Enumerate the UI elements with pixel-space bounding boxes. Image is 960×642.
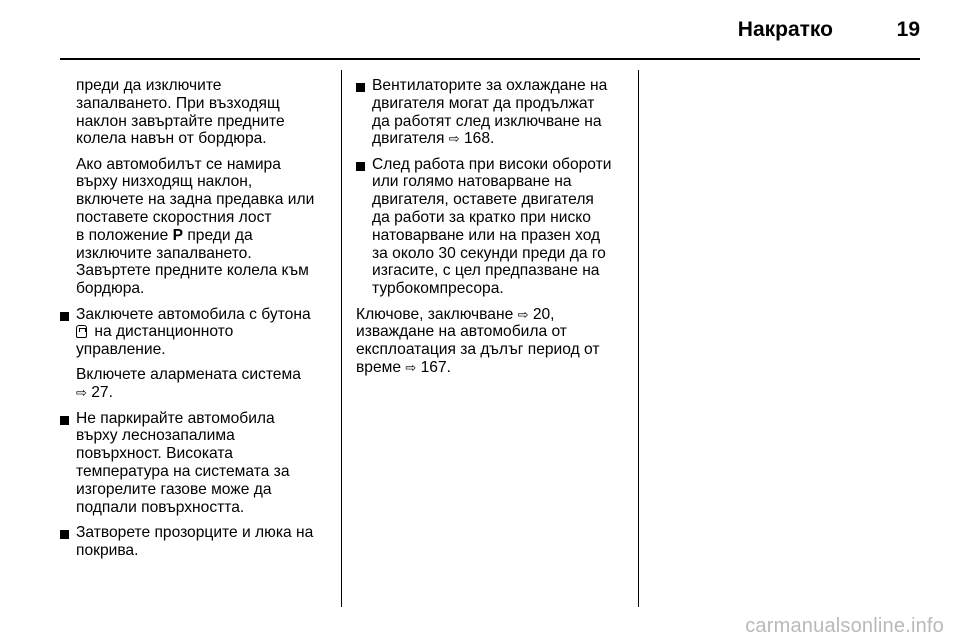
text-fragment: Ключове, заключване xyxy=(356,305,518,323)
text-line: турбокомпресора. xyxy=(372,280,504,298)
text-line: Включете алармената система xyxy=(76,366,301,384)
text-line xyxy=(76,323,336,341)
text-line: наклон завъртайте предните xyxy=(76,112,285,130)
text-line xyxy=(356,359,634,377)
text-line: покрива. xyxy=(76,541,139,559)
text-line: бордюра. xyxy=(76,280,145,298)
page-reference: 167. xyxy=(416,358,451,376)
text-line xyxy=(76,227,336,245)
text-line xyxy=(356,306,634,324)
text-fragment: време xyxy=(356,358,406,376)
bullet-cooling-fans xyxy=(356,77,634,148)
text-line: преди да изключите xyxy=(76,77,222,94)
text-line: Не паркирайте автомобила xyxy=(76,409,275,427)
text-line: двигателя могат да продължат xyxy=(372,94,595,112)
bullet-turbocharger xyxy=(356,156,634,298)
text-line: повърхност. Високата xyxy=(76,445,233,463)
header-rule xyxy=(60,58,920,60)
page-header xyxy=(0,0,960,60)
text-line: запалването. При възходящ xyxy=(76,94,280,112)
text-line: Вентилаторите за охлаждане на xyxy=(372,77,608,94)
text-fragment: в положение xyxy=(76,226,173,244)
downhill-paragraph xyxy=(60,156,336,298)
text-line: включете на задна предавка или xyxy=(76,191,315,209)
column-divider-left xyxy=(341,70,342,607)
page-reference: 168. xyxy=(459,130,495,148)
text-line: температура на системата за xyxy=(76,462,290,480)
page-number: 19 xyxy=(896,18,920,41)
text-fragment: на дистанционното xyxy=(90,323,234,341)
text-line: експлоатация за дълъг период от xyxy=(356,341,600,359)
bullet-lock-vehicle xyxy=(60,306,336,359)
text-line: поставете скоростния лост xyxy=(76,209,272,227)
text-line: изключите запалването. xyxy=(76,244,252,262)
gear-position-p: P xyxy=(172,226,183,244)
left-column xyxy=(60,77,336,567)
text-line: изгорелите газове може да xyxy=(76,480,272,498)
text-line: двигателя, оставете двигателя xyxy=(372,191,594,209)
reference-arrow-icon: ⇨ xyxy=(517,306,529,322)
page-reference: 27. xyxy=(86,384,113,402)
bullet-close-windows xyxy=(60,524,336,560)
text-line: подпали повърхността. xyxy=(76,498,245,516)
text-line xyxy=(372,130,634,148)
text-line: натоварване или на празен ход xyxy=(372,226,601,244)
text-line: изгасите, с цел предпазване на xyxy=(372,262,600,280)
intro-paragraph xyxy=(60,77,336,148)
text-fragment: двигателя xyxy=(372,130,449,148)
text-line: управление. xyxy=(76,341,166,359)
section-title: Накратко xyxy=(737,18,833,41)
watermark: carmanualsonline.info xyxy=(745,615,944,637)
text-line: Ако автомобилът се намира xyxy=(76,155,281,173)
remote-lock-icon xyxy=(76,325,87,338)
text-line: върху низходящ наклон, xyxy=(76,173,253,191)
text-line: да работи за кратко при ниско xyxy=(372,209,591,227)
reference-arrow-icon: ⇨ xyxy=(76,385,87,401)
text-line: за около 30 секунди преди да го xyxy=(372,244,606,262)
text-fragment: преди да xyxy=(183,226,253,244)
reference-arrow-icon: ⇨ xyxy=(448,131,460,147)
right-column xyxy=(356,77,634,384)
text-line: Завъртете предните колела към xyxy=(76,262,309,280)
text-line xyxy=(76,384,336,402)
page-reference: 20, xyxy=(528,305,555,323)
reference-arrow-icon: ⇨ xyxy=(405,359,417,375)
text-line: върху леснозапалима xyxy=(76,427,235,445)
text-line: изваждане на автомобила от xyxy=(356,323,567,341)
alarm-paragraph xyxy=(60,366,336,402)
text-line: или голямо натоварване на xyxy=(372,173,572,191)
text-line: колела навън от бордюра. xyxy=(76,130,267,148)
keys-paragraph xyxy=(356,306,634,377)
text-line: Заключете автомобила с бутона xyxy=(76,305,311,323)
text-line: да работят след изключване на xyxy=(372,112,602,130)
text-line: След работа при високи обороти xyxy=(372,155,612,173)
bullet-no-flammable-surface xyxy=(60,410,336,517)
column-divider-right xyxy=(638,70,639,607)
text-line: Затворете прозорците и люка на xyxy=(76,523,314,541)
